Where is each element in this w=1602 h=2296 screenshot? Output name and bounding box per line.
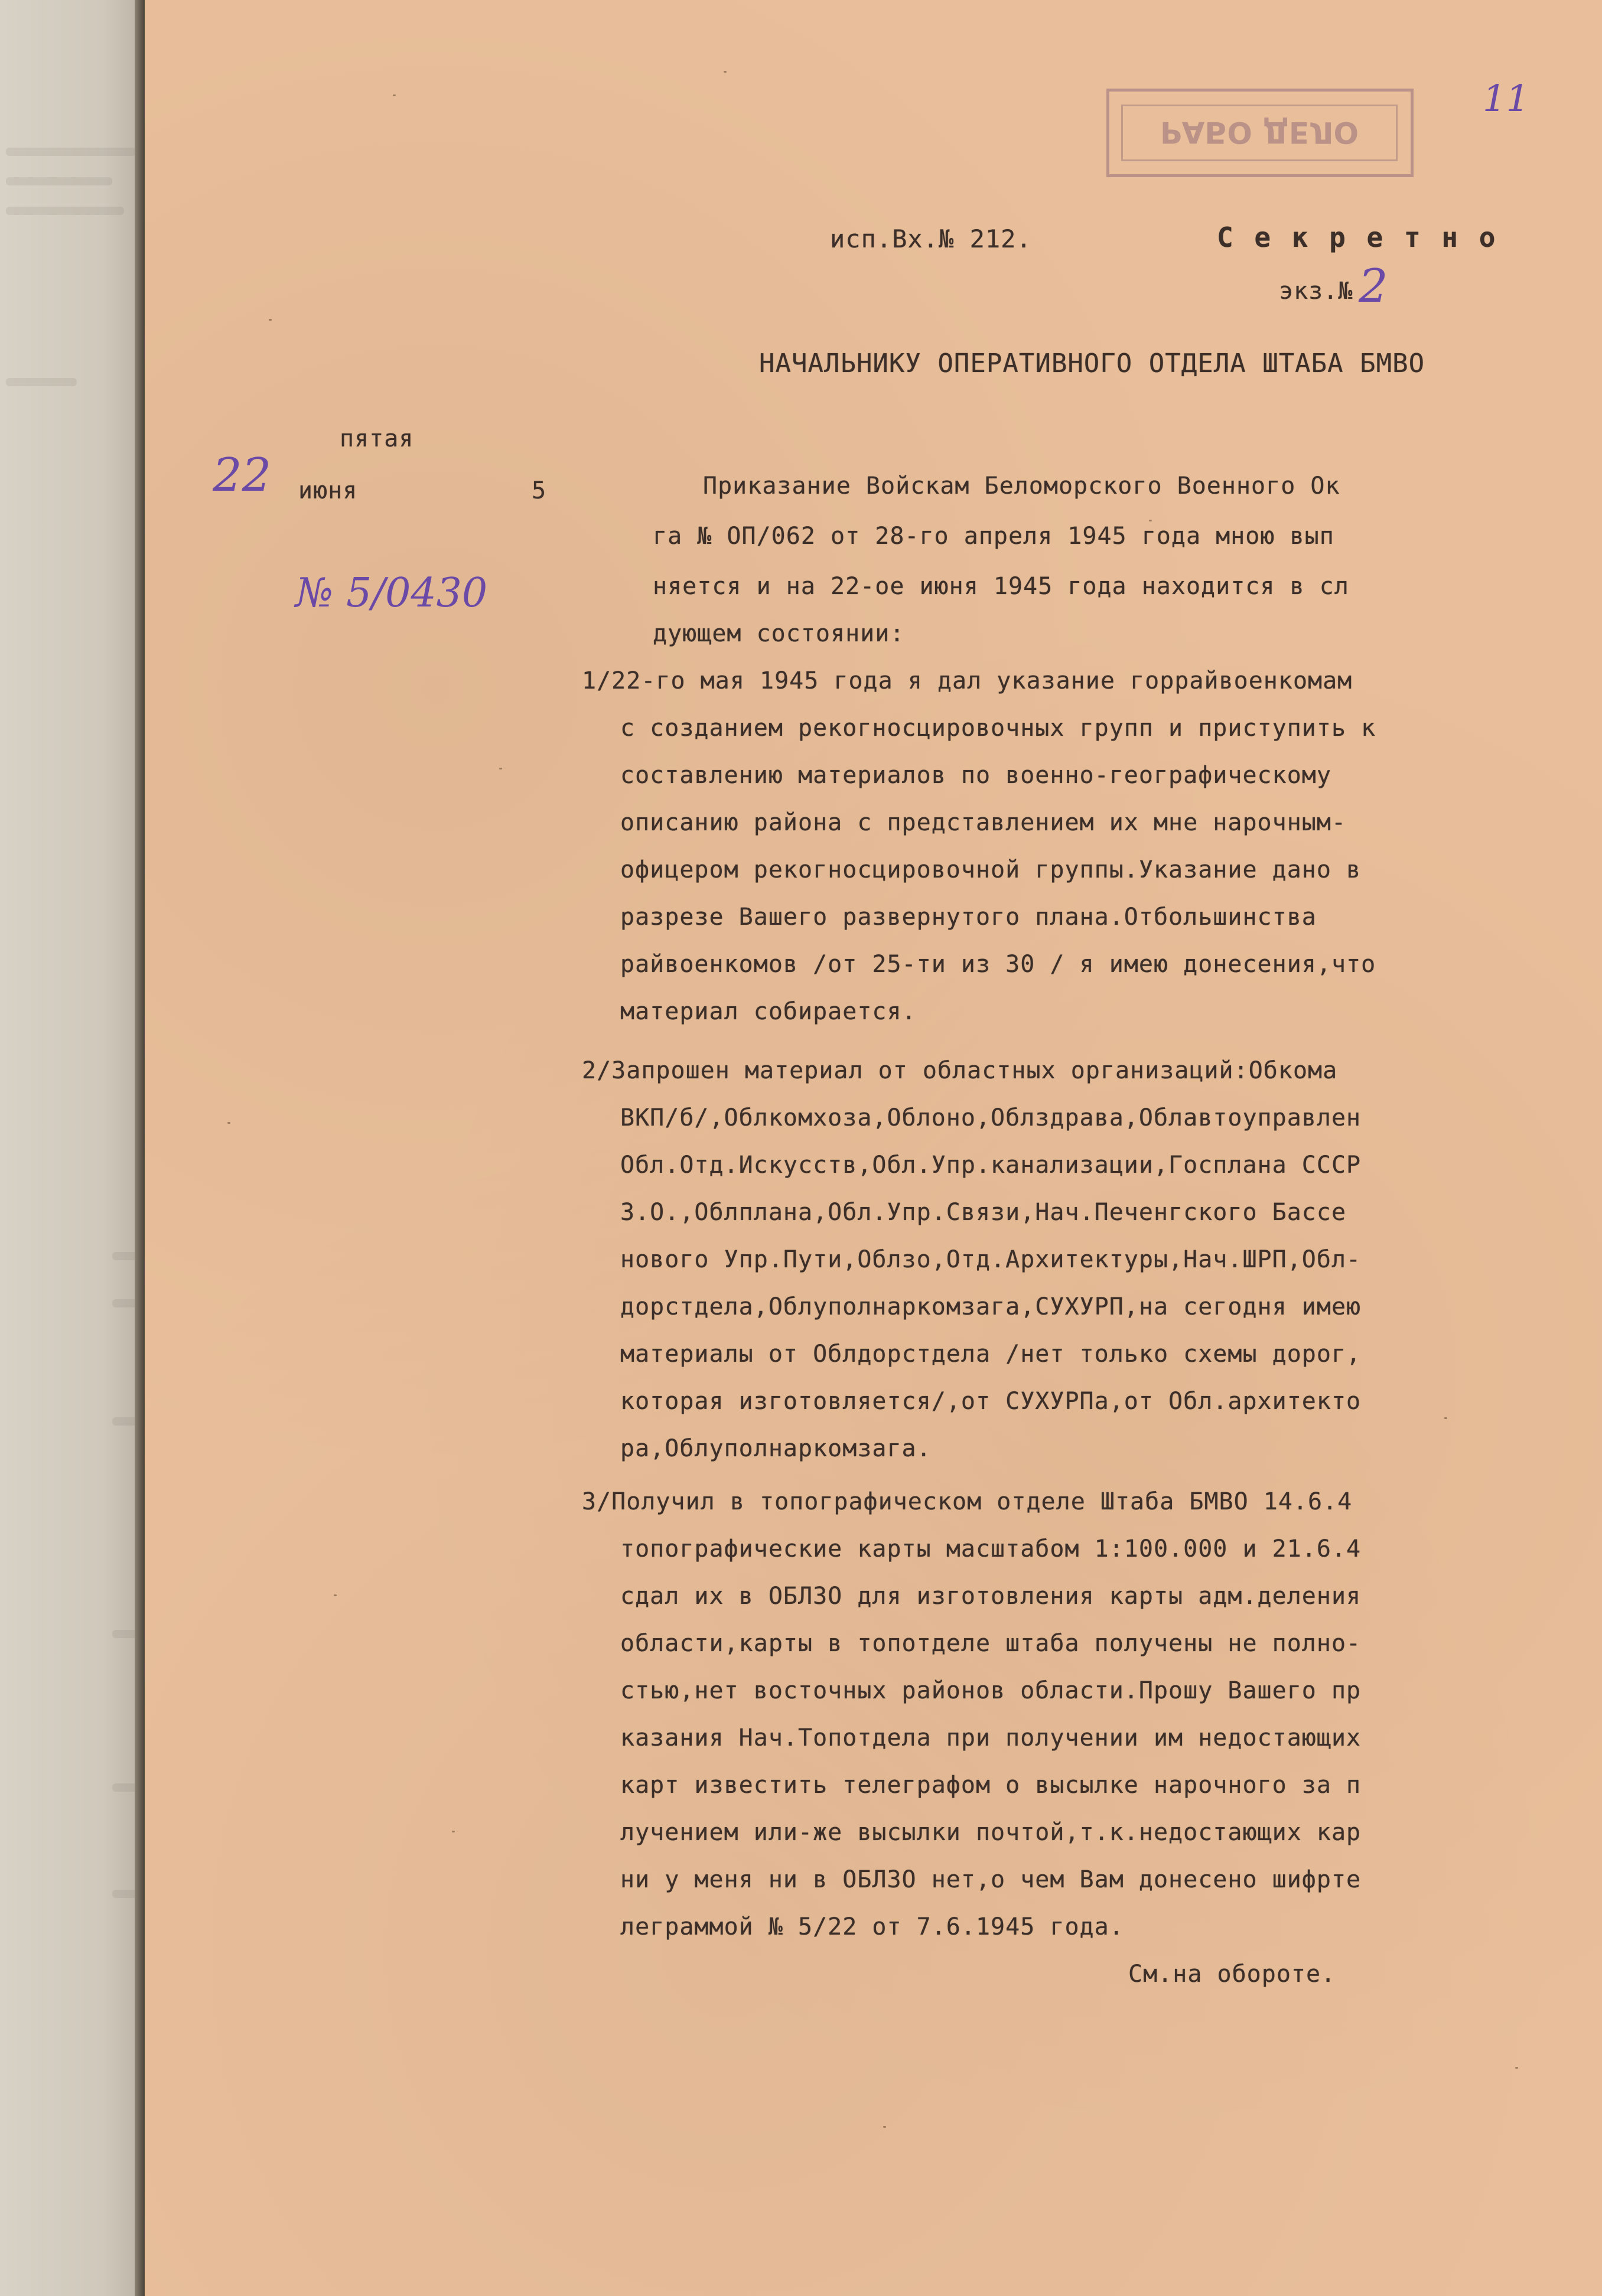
bleed-through-line: [6, 148, 136, 156]
paper-fleck: [499, 768, 502, 769]
body-line: сдал их в ОБЛЗО для изготовления карты адм.деления: [620, 1583, 1362, 1610]
bleed-through-line: [6, 378, 77, 386]
paper-fleck: [883, 2126, 886, 2128]
body-line: Приказание Войскам Беломорского Военного Ок: [703, 472, 1340, 500]
body-line: казания Нач.Топотдела при получении им недостающих: [620, 1724, 1362, 1752]
copy-label: экз.№: [1279, 278, 1353, 305]
body-line: которая изготовляется/,от СУХУРПа,от Обл.архитекто: [620, 1388, 1362, 1415]
margin-day-word: пятая: [340, 425, 414, 452]
body-line: карт известить телеграфом о высылке нарочного за п: [620, 1772, 1362, 1799]
bleed-through-line: [6, 177, 112, 185]
addressee: НАЧАЛЬНИКУ ОПЕРАТИВНОГО ОТДЕЛА ШТАБА БМВО: [759, 348, 1425, 379]
body-line: дующем состоянии:: [653, 620, 905, 647]
bleed-through-line: [6, 207, 124, 215]
classification-label: С е к р е т н о: [1217, 221, 1498, 253]
paper-fleck: [269, 319, 272, 321]
body-line: лучением или-же высылки почтой,т.к.недостающих кар: [620, 1819, 1362, 1846]
margin-month: июня: [298, 477, 358, 504]
paper-fleck: [227, 1122, 230, 1124]
body-line: леграммой № 5/22 от 7.6.1945 года.: [620, 1913, 1124, 1940]
body-line: З.О.,Облплана,Обл.Упр.Связи,Нач.Печенгского Бассе: [620, 1199, 1347, 1226]
paper-fleck: [1149, 520, 1152, 521]
paper-fleck: [334, 1594, 337, 1596]
paper-fleck: [393, 94, 396, 96]
ref-number: исп.Вх.№ 212.: [830, 224, 1032, 253]
body-line: 3/Получил в топографическом отделе Штаба БМВО 14.6.4: [582, 1488, 1353, 1515]
margin-hour: 5: [532, 477, 547, 504]
body-line: материал собирается.: [620, 998, 917, 1025]
copy-number: 2: [1359, 260, 1388, 313]
body-line: ра,Облуполнаркомзага.: [620, 1435, 932, 1462]
body-line: няется и на 22-ое июня 1945 года находится в сл: [653, 573, 1349, 600]
body-line: 1/22-го мая 1945 года я дал указание горрайвоенкомам: [582, 667, 1353, 694]
body-line: разрезе Вашего развернутого плана.Отбольшинства: [620, 904, 1317, 931]
body-line: материалы от Облдорстдела /нет только схемы дорог,: [620, 1341, 1362, 1368]
body-line: стью,нет восточных районов области.Прошу Вашего пр: [620, 1677, 1362, 1704]
body-line: ВКП/б/,Облкомхоза,Облоно,Облздрава,Облавтоуправлен: [620, 1104, 1362, 1131]
body-line: области,карты в топотделе штаба получены не полно-: [620, 1630, 1362, 1657]
paper-fleck: [1515, 2067, 1518, 2069]
body-line: 2/Запрошен материал от областных организаций:Обкома: [582, 1057, 1338, 1084]
body-line: нового Упр.Пути,Облзо,Отд.Архитектуры,Нач.ШРП,Обл-: [620, 1246, 1362, 1273]
archive-stamp-text: РАБО ДЕЛО: [1121, 105, 1398, 161]
body-line: га № ОП/062 от 28-го апреля 1945 года мною вып: [653, 523, 1334, 550]
page-number: 11: [1483, 77, 1529, 120]
paper-fleck: [452, 1831, 455, 1832]
body-line: дорстдела,Облуполнаркомзага,СУХУРП,на сегодня имею: [620, 1293, 1362, 1320]
body-line: Обл.Отд.Искусств,Обл.Упр.канализации,Госплана СССР: [620, 1152, 1362, 1179]
paper-fleck: [1444, 1417, 1447, 1419]
paper-fleck: [724, 71, 727, 73]
body-line: описанию района с представлением их мне нарочным-: [620, 809, 1347, 836]
archive-stamp: [1106, 89, 1414, 177]
body-line: ни у меня ни в ОБЛЗО нет,о чем Вам донесено шифрте: [620, 1866, 1362, 1893]
body-line: составлению материалов по военно-географическому: [620, 762, 1331, 789]
facing-page: [0, 0, 148, 2296]
margin-day-handwritten: 22: [213, 449, 272, 502]
body-line: райвоенкомов /от 25-ти из 30 / я имею донесения,что: [620, 951, 1376, 978]
body-line: с созданием рекогносцировочных групп и приступить к: [620, 715, 1376, 742]
body-line: топографические карты масштабом 1:100.000 и 21.6.4: [620, 1535, 1362, 1563]
document-sheet: [145, 0, 1602, 2296]
margin-reg-number: № 5/0430: [295, 570, 488, 617]
body-line: офицером рекогносцировочной группы.Указание дано в: [620, 856, 1362, 883]
footer-note: См.на обороте.: [1128, 1961, 1336, 1988]
